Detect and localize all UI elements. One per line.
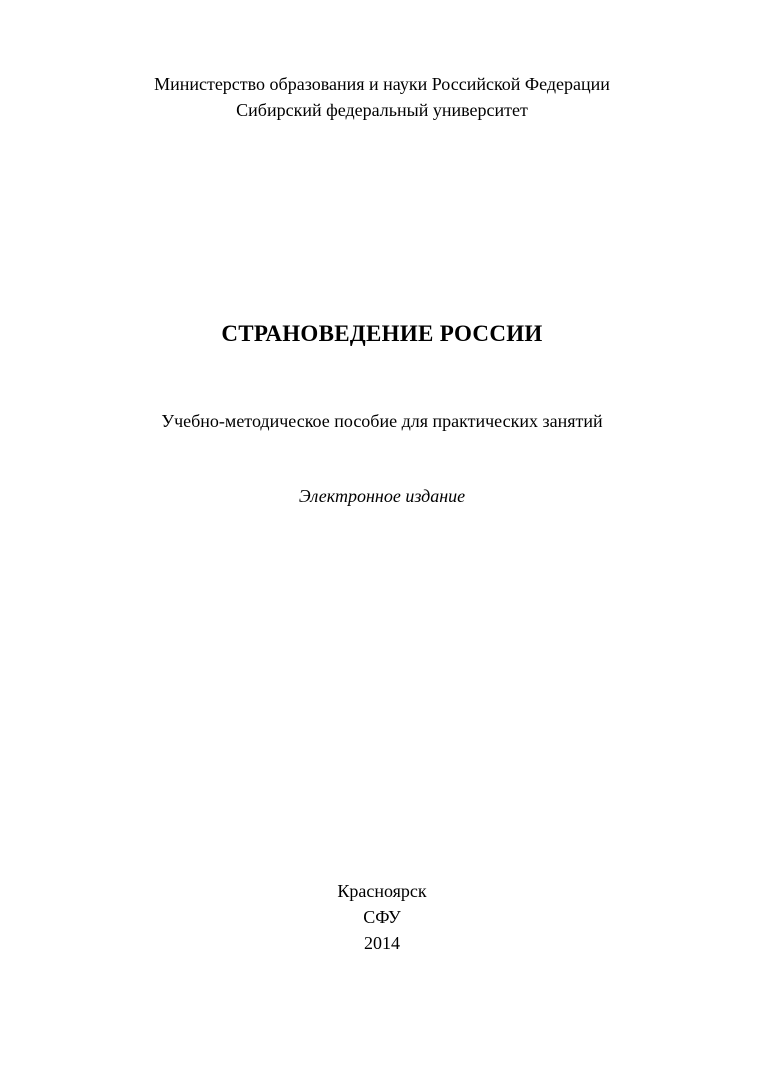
ministry-name: Министерство образования и науки Российской Федерации xyxy=(154,74,610,94)
imprint-publisher: СФУ xyxy=(363,907,401,927)
university-name: Сибирский федеральный университет xyxy=(236,100,528,120)
imprint-city: Красноярск xyxy=(337,881,427,901)
imprint-year: 2014 xyxy=(364,933,400,953)
document-subtitle: Учебно-методическое пособие для практических занятий xyxy=(161,411,603,431)
document-title: СТРАНОВЕДЕНИЕ РОССИИ xyxy=(221,321,543,346)
edition-note: Электронное издание xyxy=(298,486,466,506)
